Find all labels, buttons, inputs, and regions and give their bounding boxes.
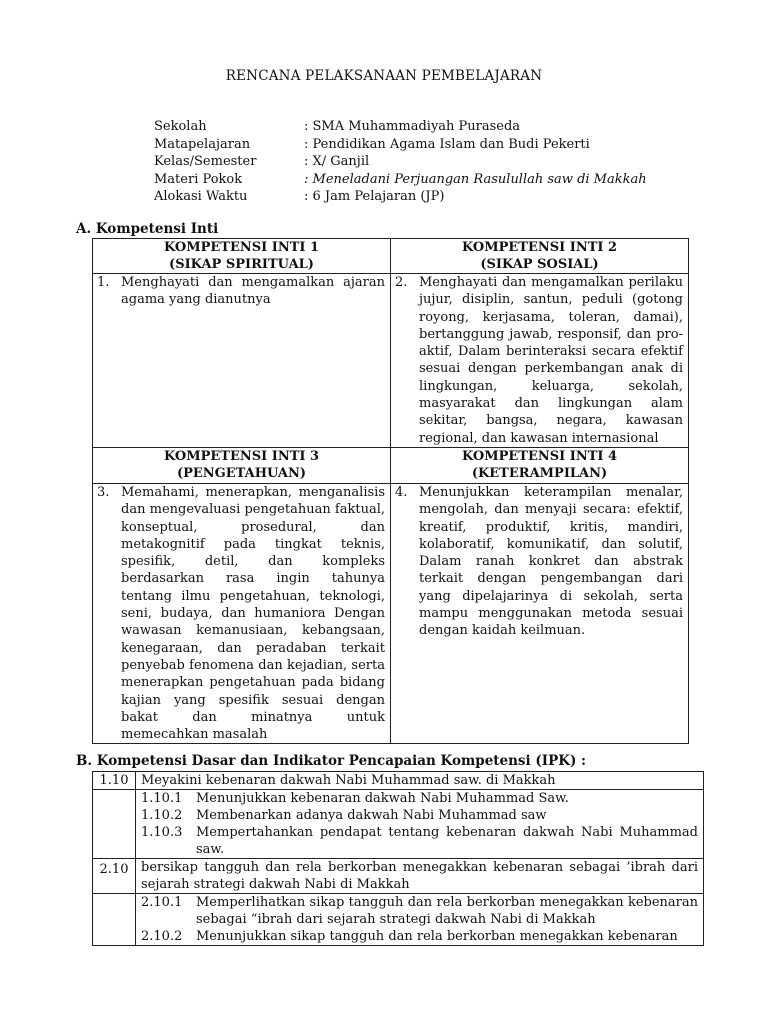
header-line: (KETERAMPILAN) [471, 465, 608, 481]
item-number: 1. [97, 275, 110, 290]
meta-label: Alokasi Waktu [154, 189, 248, 204]
ipk-text: Menunjukkan sikap tangguh dan rela berkorban menegakkan kebenaran [196, 929, 678, 944]
header-line: KOMPETENSI INTI 3 [163, 448, 320, 464]
kd-text: Meyakini kebenaran dakwah Nabi Muhammad saw. di Makkah [136, 772, 704, 790]
kompetensi-inti-table [92, 238, 689, 744]
header-line: (SIKAP SOSIAL) [480, 257, 599, 272]
section-b-heading: B. Kompetensi Dasar dan Indikator Pencapaian Kompetensi (IPK) : [76, 753, 587, 769]
item-text: Memahami, menerapkan, menganalisis dan mengevaluasi pengetahuan faktual, konseptual, prosedural, dan metakognitif pada tingkat teknis, spesifik, detil, dan kompleks berdasarkan rasa ingin tahunya tentang ilmu pengetahuan, teknologi, seni, budaya, dan humaniora Dengan wawasan kemanusiaan, kebangsaan, kenegaraan, dan peradaban terkait penyebab fenomena dan kejadian, serta menerapkan pengetahuan pada bidang kajian yang spesifik sesuai dengan bakat dan minatnya untuk memecahkan masalah [121, 484, 385, 743]
ipk-number: 2.10.2 [141, 929, 183, 944]
ki2-header [391, 239, 689, 274]
meta-value: : Pendidikan Agama Islam dan Budi Pekerti [304, 136, 590, 152]
meta-value: : 6 Jam Pelajaran (JP) [304, 189, 445, 204]
meta-label: Matapelajaran [154, 136, 251, 152]
ipk-item [141, 894, 698, 928]
ipk-cell [136, 790, 704, 859]
ki4-header [391, 447, 689, 483]
meta-value: : Meneladani Perjuangan Rasulullah saw di Makkah [304, 171, 647, 187]
document-title: RENCANA PELAKSANAAN PEMBELAJARAN [225, 68, 543, 84]
kd-number: 1.10 [93, 772, 136, 790]
ipk-number: 1.10.3 [141, 825, 183, 840]
section-a-heading: A. Kompetensi Inti [76, 221, 219, 237]
ipk-item [141, 928, 698, 945]
item-number: 3. [97, 484, 110, 500]
ipk-text: Memperlihatkan sikap tangguh dan rela berkorban menegakkan kebenaran sebagai “ibrah dari sejarah strategi dakwah Nabi di Makkah [196, 895, 698, 927]
ipk-number: 1.10.2 [141, 808, 183, 823]
meta-label: Kelas/Semester [154, 154, 257, 169]
header-line: KOMPETENSI INTI 4 [461, 448, 618, 464]
header-line: KOMPETENSI INTI 1 [163, 240, 320, 255]
item-number: 4. [395, 484, 408, 500]
header-line: (SIKAP SPIRITUAL) [169, 257, 314, 272]
meta-value: : SMA Muhammadiyah Puraseda [304, 119, 521, 134]
kd-number-empty [93, 790, 136, 859]
kd-text: bersikap tangguh dan rela berkorban menegakkan kebenaran sebagai ’ibrah dari sejarah strategi dakwah Nabi di Makkah [136, 859, 704, 894]
ipk-item [141, 807, 698, 824]
ipk-item [141, 824, 698, 858]
meta-row-time [154, 188, 647, 206]
identity-block [154, 118, 647, 206]
item-text: Menghayati dan mengamalkan perilaku jujur, disiplin, santun, peduli (gotong royong, kerjasama, toleran, damai), bertanggung jawab, responsif, dan pro-aktif, Dalam berinteraksi secara efektif sesuai dengan perkembangan anak di lingkungan, keluarga, sekolah, masyarakat dan lingkungan alam sekitar, bangsa, negara, kawasan regional, dan kawasan internasional [419, 275, 683, 446]
meta-label: Materi Pokok [154, 171, 243, 187]
ipk-item [141, 790, 698, 807]
header-line: KOMPETENSI INTI 2 [461, 240, 618, 255]
ipk-cell [136, 894, 704, 946]
ki4-cell [391, 483, 689, 743]
meta-value: : X/ Ganjil [304, 154, 370, 169]
item-number: 2. [395, 275, 408, 290]
item-text: Menghayati dan mengamalkan ajaran agama yang dianutnya [121, 275, 385, 308]
ki3-cell [93, 483, 391, 743]
kd-number: 2.10 [93, 859, 136, 894]
meta-row-school [154, 118, 647, 136]
meta-label: Sekolah [154, 119, 207, 134]
ipk-text: Membenarkan adanya dakwah Nabi Muhammad saw [196, 808, 547, 823]
ki2-cell [391, 274, 689, 448]
kd-number-empty [93, 894, 136, 946]
meta-row-subject [154, 136, 647, 154]
ipk-text: Mempertahankan pendapat tentang kebenaran dakwah Nabi Muhammad saw. [196, 825, 698, 857]
ki1-header [93, 239, 391, 274]
meta-row-class [154, 153, 647, 171]
header-line: (PENGETAHUAN) [176, 465, 307, 481]
ki3-header [93, 447, 391, 483]
ipk-text: Menunjukkan kebenaran dakwah Nabi Muhammad Saw. [196, 791, 569, 806]
ipk-number: 2.10.1 [141, 895, 183, 910]
item-text: Menunjukkan keterampilan menalar, mengolah, dan menyaji secara: efektif, kreatif, produktif, kritis, mandiri, kolaboratif, komunikatif, dan solutif, Dalam ranah konkret dan abstrak terkait dengan pengembangan dari yang dipelajarinya di sekolah, serta mampu menggunakan metoda sesuai dengan kaidah keilmuan. [419, 484, 683, 639]
ipk-number: 1.10.1 [141, 791, 183, 806]
meta-row-topic [154, 171, 647, 189]
ki1-cell [93, 274, 391, 448]
kompetensi-dasar-table [92, 771, 704, 946]
